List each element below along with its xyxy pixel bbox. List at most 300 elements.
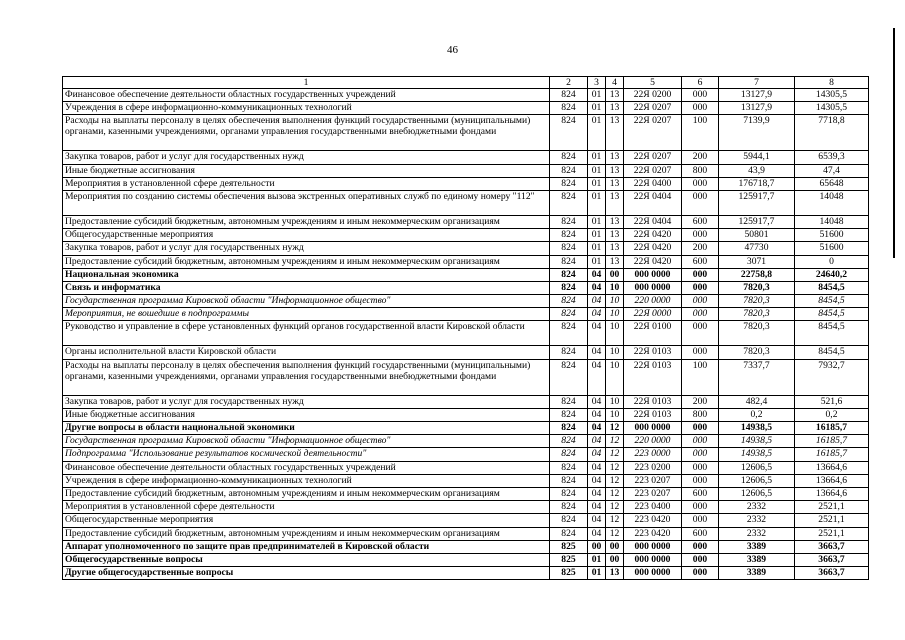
ministry-code-cell: 825: [550, 540, 588, 553]
expense-type-cell: 600: [682, 215, 719, 228]
expense-type-cell: 000: [682, 514, 719, 527]
target-article-cell: 223 0200: [624, 461, 682, 474]
section-code-cell: 04: [588, 527, 606, 540]
target-article-cell: 000 0000: [624, 422, 682, 435]
ministry-code-cell: 824: [550, 190, 588, 215]
target-article-cell: 223 0000: [624, 448, 682, 461]
expense-type-cell: 200: [682, 395, 719, 408]
target-article-cell: 22Я 0207: [624, 164, 682, 177]
target-article-cell: 22Я 0103: [624, 395, 682, 408]
amount-year2-cell: 16185,7: [795, 422, 869, 435]
section-code-cell: 01: [588, 89, 606, 102]
table-body: [63, 89, 869, 580]
ministry-code-cell: 825: [550, 567, 588, 580]
ministry-code-cell: 824: [550, 308, 588, 321]
amount-year1-cell: 7139,9: [719, 115, 795, 151]
expense-type-cell: 000: [682, 553, 719, 566]
amount-year2-cell: 3663,7: [795, 540, 869, 553]
column-header: 5: [624, 77, 682, 89]
amount-year1-cell: 13127,9: [719, 89, 795, 102]
amount-year2-cell: 13664,6: [795, 487, 869, 500]
amount-year1-cell: 43,9: [719, 164, 795, 177]
target-article-cell: 22Я 0000: [624, 308, 682, 321]
ministry-code-cell: 824: [550, 321, 588, 346]
amount-year2-cell: 14048: [795, 215, 869, 228]
table-row: [63, 553, 869, 566]
column-header: 2: [550, 77, 588, 89]
subsection-code-cell: 13: [606, 164, 624, 177]
section-code-cell: 04: [588, 295, 606, 308]
section-code-cell: 04: [588, 308, 606, 321]
amount-year2-cell: 16185,7: [795, 448, 869, 461]
page-number: 46: [447, 44, 458, 56]
target-article-cell: 000 0000: [624, 567, 682, 580]
amount-year2-cell: 8454,5: [795, 281, 869, 294]
column-header: 6: [682, 77, 719, 89]
expense-type-cell: 000: [682, 229, 719, 242]
section-code-cell: 04: [588, 487, 606, 500]
target-article-cell: 22Я 0207: [624, 115, 682, 151]
table-row: [63, 501, 869, 514]
section-code-cell: 01: [588, 177, 606, 190]
ministry-code-cell: 824: [550, 395, 588, 408]
table-row: [63, 268, 869, 281]
expense-type-cell: 200: [682, 151, 719, 164]
expense-type-cell: 000: [682, 540, 719, 553]
table-row: [63, 177, 869, 190]
item-name-cell: Финансовое обеспечение деятельности областных государственных учреждений: [63, 89, 550, 102]
table-row: [63, 164, 869, 177]
amount-year1-cell: 3389: [719, 540, 795, 553]
item-name-cell: Другие общегосударственные вопросы: [63, 567, 550, 580]
table-row: [63, 422, 869, 435]
target-article-cell: 22Я 0420: [624, 242, 682, 255]
item-name-cell: Предоставление субсидий бюджетным, автономным учреждениям и иным некоммерческим организациям: [63, 487, 550, 500]
ministry-code-cell: 824: [550, 268, 588, 281]
amount-year1-cell: 7820,3: [719, 321, 795, 346]
subsection-code-cell: 13: [606, 89, 624, 102]
amount-year1-cell: 2332: [719, 514, 795, 527]
amount-year2-cell: 65648: [795, 177, 869, 190]
expense-type-cell: 000: [682, 321, 719, 346]
expense-type-cell: 100: [682, 359, 719, 395]
target-article-cell: 22Я 0404: [624, 215, 682, 228]
subsection-code-cell: 12: [606, 487, 624, 500]
expense-type-cell: 600: [682, 527, 719, 540]
subsection-code-cell: 12: [606, 501, 624, 514]
amount-year1-cell: 14938,5: [719, 448, 795, 461]
section-code-cell: 01: [588, 242, 606, 255]
amount-year2-cell: 2521,1: [795, 514, 869, 527]
section-code-cell: 04: [588, 395, 606, 408]
ministry-code-cell: 824: [550, 229, 588, 242]
amount-year1-cell: 7820,3: [719, 281, 795, 294]
amount-year2-cell: 8454,5: [795, 321, 869, 346]
section-code-cell: 01: [588, 553, 606, 566]
ministry-code-cell: 825: [550, 553, 588, 566]
expense-type-cell: 000: [682, 268, 719, 281]
section-code-cell: 04: [588, 408, 606, 421]
table-row: [63, 474, 869, 487]
expense-type-cell: 000: [682, 567, 719, 580]
section-code-cell: 04: [588, 448, 606, 461]
table-row: [63, 487, 869, 500]
target-article-cell: 000 0000: [624, 540, 682, 553]
subsection-code-cell: 13: [606, 177, 624, 190]
table-row: [63, 308, 869, 321]
table-row: [63, 215, 869, 228]
subsection-code-cell: 10: [606, 359, 624, 395]
expense-type-cell: 000: [682, 308, 719, 321]
table-row: [63, 229, 869, 242]
amount-year2-cell: 47,4: [795, 164, 869, 177]
amount-year1-cell: 14938,5: [719, 422, 795, 435]
ministry-code-cell: 824: [550, 501, 588, 514]
subsection-code-cell: 12: [606, 474, 624, 487]
subsection-code-cell: 00: [606, 268, 624, 281]
item-name-cell: Расходы на выплаты персоналу в целях обеспечения выполнения функций государственными (муниципальными) органами, казенными учреждениями, органами управления государственными внебюджетными фондами: [63, 359, 550, 395]
expense-type-cell: 100: [682, 115, 719, 151]
item-name-cell: Подпрограмма "Использование результатов космической деятельности": [63, 448, 550, 461]
subsection-code-cell: 12: [606, 527, 624, 540]
subsection-code-cell: 13: [606, 567, 624, 580]
item-name-cell: Мероприятия в установленной сфере деятельности: [63, 501, 550, 514]
expense-type-cell: 800: [682, 408, 719, 421]
section-code-cell: 00: [588, 540, 606, 553]
ministry-code-cell: 824: [550, 487, 588, 500]
expense-type-cell: 000: [682, 190, 719, 215]
amount-year1-cell: 7820,3: [719, 346, 795, 359]
item-name-cell: Государственная программа Кировской области "Информационное общество": [63, 435, 550, 448]
subsection-code-cell: 12: [606, 435, 624, 448]
table-row: [63, 461, 869, 474]
amount-year2-cell: 8454,5: [795, 346, 869, 359]
amount-year2-cell: 6539,3: [795, 151, 869, 164]
target-article-cell: 000 0000: [624, 268, 682, 281]
item-name-cell: Иные бюджетные ассигнования: [63, 164, 550, 177]
column-header: 7: [719, 77, 795, 89]
amount-year2-cell: 0: [795, 255, 869, 268]
item-name-cell: Мероприятия, не вошедшие в подпрограммы: [63, 308, 550, 321]
subsection-code-cell: 13: [606, 229, 624, 242]
target-article-cell: 223 0400: [624, 501, 682, 514]
expense-type-cell: 000: [682, 177, 719, 190]
amount-year1-cell: 14938,5: [719, 435, 795, 448]
amount-year2-cell: 13664,6: [795, 461, 869, 474]
column-number-row: [63, 77, 869, 89]
amount-year2-cell: 2521,1: [795, 501, 869, 514]
subsection-code-cell: 10: [606, 308, 624, 321]
subsection-code-cell: 12: [606, 422, 624, 435]
table-row: [63, 255, 869, 268]
ministry-code-cell: 824: [550, 89, 588, 102]
section-code-cell: 04: [588, 514, 606, 527]
item-name-cell: Финансовое обеспечение деятельности областных государственных учреждений: [63, 461, 550, 474]
target-article-cell: 22Я 0207: [624, 151, 682, 164]
ministry-code-cell: 824: [550, 422, 588, 435]
amount-year2-cell: 8454,5: [795, 295, 869, 308]
section-code-cell: 01: [588, 215, 606, 228]
table-row: [63, 346, 869, 359]
subsection-code-cell: 00: [606, 540, 624, 553]
target-article-cell: 22Я 0420: [624, 255, 682, 268]
section-code-cell: 01: [588, 164, 606, 177]
table-row: [63, 395, 869, 408]
amount-year1-cell: 12606,5: [719, 474, 795, 487]
ministry-code-cell: 824: [550, 359, 588, 395]
item-name-cell: Расходы на выплаты персоналу в целях обеспечения выполнения функций государственными (муниципальными) органами, казенными учреждениями, органами управления государственными внебюджетными фондами: [63, 115, 550, 151]
item-name-cell: Закупка товаров, работ и услуг для государственных нужд: [63, 151, 550, 164]
ministry-code-cell: 824: [550, 255, 588, 268]
expense-type-cell: 000: [682, 346, 719, 359]
amount-year2-cell: 51600: [795, 242, 869, 255]
subsection-code-cell: 13: [606, 151, 624, 164]
amount-year1-cell: 482,4: [719, 395, 795, 408]
ministry-code-cell: 824: [550, 408, 588, 421]
amount-year1-cell: 125917,7: [719, 215, 795, 228]
section-code-cell: 04: [588, 474, 606, 487]
section-code-cell: 01: [588, 190, 606, 215]
amount-year1-cell: 3389: [719, 553, 795, 566]
amount-year1-cell: 2332: [719, 527, 795, 540]
section-code-cell: 01: [588, 102, 606, 115]
table-header: [63, 77, 869, 89]
expense-type-cell: 000: [682, 102, 719, 115]
section-code-cell: 04: [588, 321, 606, 346]
amount-year2-cell: 14305,5: [795, 102, 869, 115]
section-code-cell: 04: [588, 435, 606, 448]
expense-type-cell: 000: [682, 474, 719, 487]
ministry-code-cell: 824: [550, 514, 588, 527]
amount-year2-cell: 24640,2: [795, 268, 869, 281]
ministry-code-cell: 824: [550, 242, 588, 255]
item-name-cell: Общегосударственные мероприятия: [63, 229, 550, 242]
section-code-cell: 04: [588, 422, 606, 435]
amount-year1-cell: 3389: [719, 567, 795, 580]
table-row: [63, 359, 869, 395]
amount-year2-cell: 13664,6: [795, 474, 869, 487]
section-code-cell: 01: [588, 255, 606, 268]
target-article-cell: 22Я 0420: [624, 229, 682, 242]
expense-type-cell: 600: [682, 487, 719, 500]
ministry-code-cell: 824: [550, 151, 588, 164]
expense-type-cell: 200: [682, 242, 719, 255]
amount-year2-cell: 14048: [795, 190, 869, 215]
expense-type-cell: 000: [682, 281, 719, 294]
expense-type-cell: 000: [682, 461, 719, 474]
amount-year1-cell: 125917,7: [719, 190, 795, 215]
table-row: [63, 89, 869, 102]
ministry-code-cell: 824: [550, 435, 588, 448]
margin-rule: [893, 28, 895, 258]
item-name-cell: Предоставление субсидий бюджетным, автономным учреждениям и иным некоммерческим организациям: [63, 215, 550, 228]
column-header: 3: [588, 77, 606, 89]
ministry-code-cell: 824: [550, 461, 588, 474]
subsection-code-cell: 13: [606, 215, 624, 228]
table-row: [63, 540, 869, 553]
item-name-cell: Мероприятия в установленной сфере деятельности: [63, 177, 550, 190]
section-code-cell: 04: [588, 501, 606, 514]
expense-type-cell: 000: [682, 89, 719, 102]
amount-year1-cell: 5944,1: [719, 151, 795, 164]
amount-year2-cell: 14305,5: [795, 89, 869, 102]
item-name-cell: Аппарат уполномоченного по защите прав предпринимателей в Кировской области: [63, 540, 550, 553]
target-article-cell: 223 0207: [624, 474, 682, 487]
amount-year2-cell: 16185,7: [795, 435, 869, 448]
item-name-cell: Предоставление субсидий бюджетным, автономным учреждениям и иным некоммерческим организациям: [63, 527, 550, 540]
table-row: [63, 567, 869, 580]
subsection-code-cell: 10: [606, 295, 624, 308]
subsection-code-cell: 10: [606, 395, 624, 408]
subsection-code-cell: 10: [606, 321, 624, 346]
item-name-cell: Общегосударственные вопросы: [63, 553, 550, 566]
expense-type-cell: 800: [682, 164, 719, 177]
target-article-cell: 223 0420: [624, 527, 682, 540]
amount-year1-cell: 12606,5: [719, 461, 795, 474]
section-code-cell: 01: [588, 151, 606, 164]
budget-table: [62, 76, 869, 580]
item-name-cell: Органы исполнительной власти Кировской области: [63, 346, 550, 359]
item-name-cell: Руководство и управление в сфере установленных функций органов государственной власти Кировской области: [63, 321, 550, 346]
amount-year1-cell: 0,2: [719, 408, 795, 421]
ministry-code-cell: 824: [550, 215, 588, 228]
target-article-cell: 223 0420: [624, 514, 682, 527]
amount-year2-cell: 7718,8: [795, 115, 869, 151]
item-name-cell: Закупка товаров, работ и услуг для государственных нужд: [63, 395, 550, 408]
target-article-cell: 220 0000: [624, 435, 682, 448]
ministry-code-cell: 824: [550, 115, 588, 151]
amount-year2-cell: 8454,5: [795, 308, 869, 321]
target-article-cell: 223 0207: [624, 487, 682, 500]
subsection-code-cell: 12: [606, 461, 624, 474]
item-name-cell: Предоставление субсидий бюджетным, автономным учреждениям и иным некоммерческим организациям: [63, 255, 550, 268]
amount-year2-cell: 3663,7: [795, 553, 869, 566]
table-row: [63, 190, 869, 215]
amount-year1-cell: 7820,3: [719, 295, 795, 308]
item-name-cell: Общегосударственные мероприятия: [63, 514, 550, 527]
table-row: [63, 514, 869, 527]
item-name-cell: Мероприятия по созданию системы обеспечения вызова экстренных оперативных служб по единому номеру "112": [63, 190, 550, 215]
ministry-code-cell: 824: [550, 346, 588, 359]
amount-year2-cell: 0,2: [795, 408, 869, 421]
amount-year2-cell: 521,6: [795, 395, 869, 408]
table-row: [63, 448, 869, 461]
subsection-code-cell: 13: [606, 115, 624, 151]
item-name-cell: Учреждения в сфере информационно-коммуникационных технологий: [63, 474, 550, 487]
ministry-code-cell: 824: [550, 102, 588, 115]
target-article-cell: 22Я 0400: [624, 177, 682, 190]
table-row: [63, 435, 869, 448]
subsection-code-cell: 13: [606, 255, 624, 268]
table-row: [63, 102, 869, 115]
section-code-cell: 01: [588, 229, 606, 242]
amount-year1-cell: 22758,8: [719, 268, 795, 281]
expense-type-cell: 600: [682, 255, 719, 268]
section-code-cell: 04: [588, 268, 606, 281]
subsection-code-cell: 00: [606, 553, 624, 566]
table-row: [63, 408, 869, 421]
amount-year1-cell: 176718,7: [719, 177, 795, 190]
table-row: [63, 527, 869, 540]
expense-type-cell: 000: [682, 422, 719, 435]
ministry-code-cell: 824: [550, 527, 588, 540]
item-name-cell: Другие вопросы в области национальной экономики: [63, 422, 550, 435]
target-article-cell: 22Я 0404: [624, 190, 682, 215]
ministry-code-cell: 824: [550, 295, 588, 308]
table-row: [63, 295, 869, 308]
item-name-cell: Национальная экономика: [63, 268, 550, 281]
section-code-cell: 01: [588, 115, 606, 151]
amount-year1-cell: 2332: [719, 501, 795, 514]
subsection-code-cell: 12: [606, 514, 624, 527]
table-row: [63, 115, 869, 151]
target-article-cell: 220 0000: [624, 295, 682, 308]
item-name-cell: Связь и информатика: [63, 281, 550, 294]
section-code-cell: 04: [588, 461, 606, 474]
ministry-code-cell: 824: [550, 474, 588, 487]
subsection-code-cell: 10: [606, 281, 624, 294]
target-article-cell: 22Я 0103: [624, 359, 682, 395]
subsection-code-cell: 13: [606, 190, 624, 215]
target-article-cell: 22Я 0103: [624, 408, 682, 421]
ministry-code-cell: 824: [550, 448, 588, 461]
target-article-cell: 000 0000: [624, 553, 682, 566]
table-row: [63, 321, 869, 346]
subsection-code-cell: 13: [606, 102, 624, 115]
table-row: [63, 242, 869, 255]
target-article-cell: 22Я 0103: [624, 346, 682, 359]
amount-year1-cell: 7337,7: [719, 359, 795, 395]
target-article-cell: 22Я 0100: [624, 321, 682, 346]
table-row: [63, 281, 869, 294]
amount-year2-cell: 51600: [795, 229, 869, 242]
table-row: [63, 151, 869, 164]
amount-year1-cell: 7820,3: [719, 308, 795, 321]
section-code-cell: 04: [588, 359, 606, 395]
amount-year2-cell: 2521,1: [795, 527, 869, 540]
subsection-code-cell: 12: [606, 448, 624, 461]
amount-year1-cell: 50801: [719, 229, 795, 242]
subsection-code-cell: 10: [606, 346, 624, 359]
column-header: 4: [606, 77, 624, 89]
ministry-code-cell: 824: [550, 164, 588, 177]
section-code-cell: 01: [588, 567, 606, 580]
amount-year1-cell: 3071: [719, 255, 795, 268]
section-code-cell: 04: [588, 346, 606, 359]
item-name-cell: Государственная программа Кировской области "Информационное общество": [63, 295, 550, 308]
amount-year1-cell: 47730: [719, 242, 795, 255]
section-code-cell: 04: [588, 281, 606, 294]
amount-year1-cell: 13127,9: [719, 102, 795, 115]
subsection-code-cell: 13: [606, 242, 624, 255]
item-name-cell: Закупка товаров, работ и услуг для государственных нужд: [63, 242, 550, 255]
target-article-cell: 22Я 0200: [624, 89, 682, 102]
subsection-code-cell: 10: [606, 408, 624, 421]
expense-type-cell: 000: [682, 448, 719, 461]
ministry-code-cell: 824: [550, 281, 588, 294]
ministry-code-cell: 824: [550, 177, 588, 190]
amount-year2-cell: 3663,7: [795, 567, 869, 580]
item-name-cell: Учреждения в сфере информационно-коммуникационных технологий: [63, 102, 550, 115]
expense-type-cell: 000: [682, 435, 719, 448]
column-header: 8: [795, 77, 869, 89]
expense-type-cell: 000: [682, 295, 719, 308]
target-article-cell: 000 0000: [624, 281, 682, 294]
amount-year1-cell: 12606,5: [719, 487, 795, 500]
expense-type-cell: 000: [682, 501, 719, 514]
amount-year2-cell: 7932,7: [795, 359, 869, 395]
target-article-cell: 22Я 0207: [624, 102, 682, 115]
